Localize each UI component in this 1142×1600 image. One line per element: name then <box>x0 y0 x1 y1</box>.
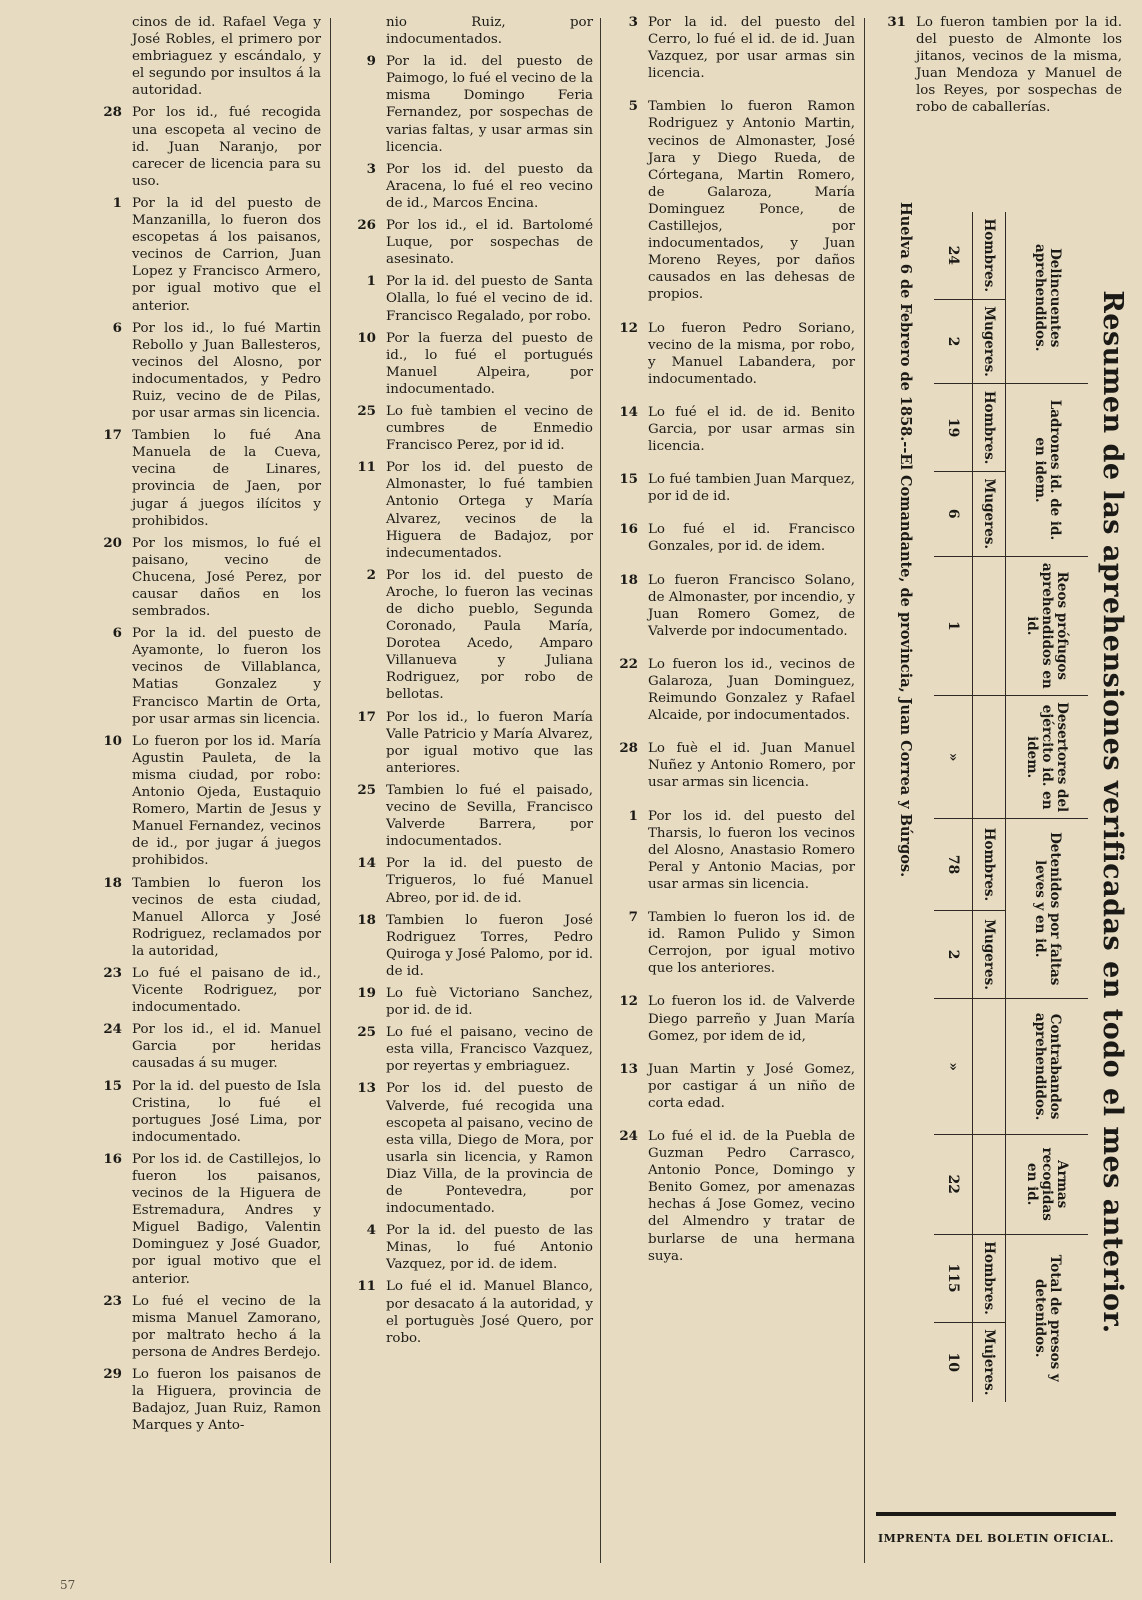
report-entry <box>350 1080 593 1217</box>
summary-title: Resumen de las aprehensiones verificadas en todo el mes anterior. <box>1097 290 1128 1334</box>
entry-text: Por la id. del puesto de Isla Cristina, lo fué el portugues José Lima, por indocumentado. <box>132 1078 321 1145</box>
summary-signature: Huelva 6 de Febrero de 1858.--El Comandante, de provincia, Juan Correa y Búrgos. <box>897 202 914 878</box>
entry-text: Por la id. del puesto de Santa Olalla, lo fué el vecino de id. Francisco Regalado, por robo. <box>386 274 593 324</box>
entry-text: Lo fué el paisano de id., Vicente Rodriguez, por indocumentado. <box>132 965 321 1016</box>
summary-table <box>934 212 1088 1402</box>
summary-value: 2 <box>934 299 973 384</box>
summary-sub-header <box>973 696 1006 819</box>
entry-day: 17 <box>103 427 122 444</box>
entry-text: Lo fué tambien Juan Marquez, por id de id. <box>648 472 855 505</box>
continued-entry: cinos de id. Rafael Vega y José Robles, el primero por embriaguez y escándalo, y el segundo por insultos á la autoridad. <box>132 15 321 99</box>
entry-day: 22 <box>619 655 638 672</box>
entry-text: Lo fué el id. Manuel Blanco, por desacato á la autoridad, y el portuguès José Quero, por robo. <box>386 1279 593 1346</box>
summary-value: 78 <box>934 819 973 911</box>
summary-value-row <box>934 212 973 1402</box>
summary-value: 10 <box>934 1322 973 1402</box>
summary-value: 19 <box>934 384 973 472</box>
entry-day: 1 <box>112 194 122 211</box>
summary-sub-header: Mugeres. <box>973 471 1006 556</box>
summary-sub-header: Mugeres. <box>973 910 1006 999</box>
printer-imprint: IMPRENTA DEL BOLETIN OFICIAL. <box>877 1532 1115 1545</box>
entry-text: Por la id. del puesto de Ayamonte, lo fueron los vecinos de Villablanca, Matias Gonzalez y Francisco Martin de Orta, por usar armas sin licencia. <box>132 626 321 727</box>
entry-text: Lo fué el vecino de la misma Manuel Zamorano, por maltrato hecho á la persona de Andres Berdejo. <box>132 1293 321 1360</box>
report-entry <box>610 1128 855 1265</box>
entry-day: 4 <box>366 1222 376 1239</box>
report-entry <box>610 320 855 388</box>
entry-day: 25 <box>357 1024 376 1041</box>
report-entry <box>350 1024 593 1075</box>
entry-day: 7 <box>628 909 638 926</box>
entry-day: 18 <box>103 874 122 891</box>
entry-day: 6 <box>112 625 122 642</box>
summary-sub-header: Hombres. <box>973 819 1006 911</box>
entry-day: 25 <box>357 402 376 419</box>
entry-text: Tambien lo fueron los id. de id. Ramon Pulido y Simon Cerrojon, por igual motivo que los anteriores. <box>648 910 855 977</box>
column-rule <box>864 18 865 1563</box>
entry-day: 23 <box>103 964 122 981</box>
report-entry <box>96 104 321 189</box>
report-entry <box>610 993 855 1044</box>
entry-day: 3 <box>366 160 376 177</box>
entry-day: 13 <box>357 1080 376 1097</box>
entry-day: 23 <box>103 1292 122 1309</box>
entry-day: 19 <box>357 984 376 1001</box>
report-entry <box>96 625 321 728</box>
report-entry <box>96 1078 321 1146</box>
summary-group-header: Ladrones id. de id. en idem. <box>1006 384 1089 556</box>
entry-text: Tambien lo fueron los vecinos de esta ciudad, Manuel Allorca y José Rodriguez, reclamados por la autoridad, <box>132 875 321 959</box>
entry-day: 28 <box>103 104 122 121</box>
summary-sub-header: Hombres. <box>973 384 1006 472</box>
entry-text: Lo fueron los id., vecinos de Galaroza, Juan Dominguez, Reimundo Gonzalez y Rafael Alcaide, por indocumentados. <box>648 656 855 724</box>
entry-text: Lo fuè Victoriano Sanchez, por id. de id. <box>386 985 593 1019</box>
report-entry <box>350 403 593 454</box>
entry-day: 20 <box>103 534 122 551</box>
entry-day: 18 <box>619 571 638 588</box>
column-4 <box>872 14 1122 122</box>
entry-text: Por los id., el id. Manuel Garcia por heridas causadas á su muger. <box>132 1022 321 1072</box>
report-entry <box>610 740 855 791</box>
entry-text: Por la fuerza del puesto de id., lo fué el portugués Manuel Alpeira, por indocumentado. <box>386 330 593 397</box>
entry-day: 14 <box>619 403 638 420</box>
entry-day: 12 <box>619 319 638 336</box>
entry-day: 5 <box>628 98 638 115</box>
summary-value: 24 <box>934 212 973 299</box>
report-entry <box>872 14 1122 117</box>
entry-text: Lo fué el paisano, vecino de esta villa, Francisco Vazquez, por reyertas y embriaguez. <box>386 1025 593 1075</box>
report-entry <box>350 273 593 324</box>
report-entry <box>96 1021 321 1072</box>
entry-day: 10 <box>357 329 376 346</box>
entry-day: 17 <box>357 708 376 725</box>
entry-day: 11 <box>357 459 376 476</box>
footer-rule <box>876 1512 1116 1516</box>
report-entry <box>350 1222 593 1273</box>
report-entry <box>350 709 593 777</box>
entry-text: Por la id. del puesto del Cerro, lo fué el id. de id. Juan Vazquez, por usar armas sin licencia. <box>648 15 855 82</box>
entry-text: Por los id. del puesto del Tharsis, lo fueron los vecinos del Alosno, Anastasio Romero Peral y Antonio Macias, por usar armas sin licencia. <box>648 808 855 892</box>
entry-text: Lo fueron los id. de Valverde Diego parreño y Juan María Gomez, por idem de id, <box>648 994 855 1044</box>
entry-day: 16 <box>103 1150 122 1167</box>
page-mark: 57 <box>60 1578 76 1592</box>
entry-day: 15 <box>103 1077 122 1094</box>
summary-group-row <box>1006 212 1089 1402</box>
report-entry <box>350 161 593 212</box>
entry-day: 24 <box>619 1127 638 1144</box>
report-entry <box>350 53 593 156</box>
report-entry <box>610 909 855 977</box>
entry-day: 10 <box>103 732 122 749</box>
entry-day: 1 <box>366 273 376 290</box>
report-entry <box>96 1366 321 1434</box>
report-entry <box>96 875 321 960</box>
entry-text: Por los id. del puesto de Almonaster, lo fué tambien Antonio Ortega y María Alvarez, vecinos de la Higuera de Badajoz, por indecumentados. <box>386 460 593 561</box>
report-entry <box>610 521 855 555</box>
column-2 <box>350 14 593 1352</box>
entry-text: Lo fueron Pedro Soriano, vecino de la misma, por robo, y Manuel Labandera, por indocumentado. <box>648 320 855 387</box>
report-entry <box>350 1278 593 1346</box>
summary-group-header: Detenidos por faltas leves y en id. <box>1006 819 1089 999</box>
entry-text: Por los id. del puesto da Aracena, lo fué el reo vecino de id., Marcos Encina. <box>386 161 593 211</box>
summary-rotated <box>870 192 1136 1432</box>
report-entry <box>96 320 321 423</box>
report-entry <box>96 427 321 530</box>
column-1 <box>96 14 321 1439</box>
report-entry <box>350 567 593 704</box>
report-entry <box>350 782 593 850</box>
entry-text: Lo fueron Francisco Solano, de Almonaster, por incendio, y Juan Romero Gomez, de Valverde por indocumentado. <box>648 572 855 639</box>
entry-day: 2 <box>366 566 376 583</box>
entry-text: Lo fueron tambien por la id. del puesto de Almonte los jitanos, vecinos de la misma, Juan Mendoza y Manuel de los Reyes, por sospechas de robo de caballerías. <box>916 15 1122 116</box>
entry-text: Por la id. del puesto de las Minas, lo fué Antonio Vazquez, por id. de idem. <box>386 1223 593 1273</box>
summary-sub-header: Mujeres. <box>973 1322 1006 1402</box>
entry-text: Juan Martin y José Gomez, por castigar á un niño de corta edad. <box>648 1061 855 1111</box>
report-entry <box>350 912 593 980</box>
entry-day: 11 <box>357 1278 376 1295</box>
summary-value: 115 <box>934 1234 973 1322</box>
entry-day: 9 <box>366 53 376 70</box>
summary-sub-header: Hombres. <box>973 212 1006 299</box>
report-entry <box>350 985 593 1019</box>
entry-day: 29 <box>103 1366 122 1383</box>
report-entry <box>610 572 855 640</box>
report-entry <box>350 217 593 268</box>
column-rule <box>330 18 331 1563</box>
entry-day: 3 <box>628 14 638 30</box>
entry-text: Por la id. del puesto de Paimogo, lo fué el vecino de la misma Domingo Feria Fernandez, por sospechas de varias faltas, y usar armas sin licencia. <box>386 54 593 155</box>
entry-text: Lo fueron los paisanos de la Higuera, provincia de Badajoz, Juan Ruiz, Ramon Marques y Anto- <box>132 1367 321 1434</box>
entry-text: Lo fué el id. de id. Benito Garcia, por usar armas sin licencia. <box>648 404 855 455</box>
entry-text: Lo fué el id. Francisco Gonzales, por id. de idem. <box>648 522 855 555</box>
entry-text: Tambien lo fueron Ramon Rodriguez y Antonio Martin, vecinos de Almonaster, José Jara y Diego Rueda, de Córtegana, Martin Romero, de Galaroza, María Dominguez Ponce, de Castillejos, por indocumentados, y Juan Moreno Reyes, por daños causados en las dehesas de propios. <box>648 99 855 303</box>
entry-day: 25 <box>357 781 376 798</box>
report-entry <box>96 1293 321 1361</box>
entry-day: 31 <box>887 14 906 30</box>
entry-text: Lo fuè el id. Juan Manuel Nuñez y Antonio Romero, por usar armas sin licencia. <box>648 741 855 791</box>
report-entry <box>610 98 855 303</box>
report-entry <box>350 459 593 562</box>
report-entry <box>610 656 855 724</box>
entry-text: Por los id., fué recogida una escopeta al vecino de id. Juan Naranjo, por carecer de licencia para su uso. <box>132 105 321 189</box>
report-entry <box>610 471 855 505</box>
summary-sub-header: Mugeres. <box>973 299 1006 384</box>
entry-text: Tambien lo fué el paisado, vecino de Sevilla, Francisco Valverde Barrera, por indocumentados. <box>386 782 593 850</box>
entry-text: Por la id del puesto de Manzanilla, lo fueron dos escopetas á los paisanos, vecinos de Carrion, Juan Lopez y Francisco Armero, por igual motivo que el anterior. <box>132 195 321 314</box>
summary-value: » <box>934 999 973 1135</box>
report-entry <box>96 965 321 1016</box>
report-entry <box>610 808 855 893</box>
entry-day: 18 <box>357 911 376 928</box>
entry-text: Por los id., lo fué Martin Rebollo y Juan Ballesteros, vecinos del Alosno, por indocumentados, y Pedro Ruiz, vecino de de Pilas, por usar armas sin licencia. <box>132 320 321 422</box>
summary-sub-header <box>973 1134 1006 1234</box>
summary-value: 1 <box>934 556 973 696</box>
entry-text: Lo fuè tambien el vecino de cumbres de Enmedio Francisco Perez, por id id. <box>386 403 593 454</box>
entry-day: 12 <box>619 993 638 1010</box>
report-entry <box>350 855 593 906</box>
entry-text: Por los id. de Castillejos, lo fueron los paisanos, vecinos de la Higuera de Estremadura, Andres y Miguel Badigo, Valentin Dominguez y José Guador, por igual motivo que el anterior. <box>132 1151 321 1287</box>
column-rule <box>600 18 601 1563</box>
summary-sub-header: Hombres. <box>973 1234 1006 1322</box>
entry-day: 28 <box>619 740 638 757</box>
report-entry <box>610 14 855 82</box>
summary-block <box>870 192 1136 1432</box>
entry-day: 13 <box>619 1060 638 1077</box>
entry-text: Por los mismos, lo fué el paisano, vecino de Chucena, José Perez, por causar daños en los sembrados. <box>132 535 321 620</box>
continued-entry: nio Ruiz, por indocumentados. <box>386 15 593 48</box>
entry-day: 24 <box>103 1021 122 1038</box>
report-entry <box>350 330 593 398</box>
entry-text: Por los id. del puesto de Valverde, fué recogida una escopeta al paisano, vecino de esta villa, Diego de Mora, por usarla sin licencia, y Ramon Diaz Villa, de la provincia de de Pontevedra, por indocumentado. <box>386 1081 593 1217</box>
entry-text: Lo fueron por los id. María Agustin Pauleta, de la misma ciudad, por robo: Antonio Ojeda, Eustaquio Romero, Martin de Jesus y Manuel Fernandez, vecinos de id., por jugar á juegos prohibidos. <box>132 733 321 869</box>
entry-day: 1 <box>628 807 638 824</box>
entry-day: 15 <box>619 471 638 488</box>
entry-text: Tambien lo fueron José Rodriguez Torres, Pedro Quiroga y José Palomo, por id. de id. <box>386 912 593 979</box>
summary-value: 6 <box>934 471 973 556</box>
report-entry <box>610 404 855 455</box>
summary-sub-header <box>973 999 1006 1135</box>
entry-text: Tambien lo fué Ana Manuela de la Cueva, vecina de Linares, provincia de Jaen, por jugar á juegos ilícitos y prohibidos. <box>132 428 321 529</box>
report-entry <box>96 1151 321 1288</box>
column-3 <box>610 14 855 1281</box>
summary-group-header: Total de presos y detenidos. <box>1006 1234 1089 1402</box>
summary-value: 2 <box>934 910 973 999</box>
report-entry <box>96 195 321 315</box>
summary-group-header: Armas recogidas en id. <box>1006 1134 1089 1234</box>
summary-value: » <box>934 696 973 819</box>
entry-text: Por los id. del puesto de Aroche, lo fueron las vecinas de dicho pueblo, Segunda Coronado, Paula María, Dorotea Acedo, Amparo Villanueva y Juliana Rodriguez, por robo de bellotas. <box>386 567 593 703</box>
entry-day: 6 <box>112 319 122 336</box>
summary-value: 22 <box>934 1134 973 1234</box>
report-entry <box>96 535 321 620</box>
entry-day: 26 <box>357 217 376 234</box>
summary-group-header: Desertores del ejército id. en idem. <box>1006 696 1089 819</box>
summary-sub-row <box>973 212 1006 1402</box>
entry-text: Lo fué el id. de la Puebla de Guzman Pedro Carrasco, Antonio Ponce, Domingo y Benito Gomez, por amenazas hechas á Jose Gomez, vecino del Almendro y tratar de burlarse de una hermana suya. <box>648 1128 855 1264</box>
report-entry <box>96 733 321 870</box>
entry-day: 14 <box>357 855 376 872</box>
entry-text: Por la id. del puesto de Trigueros, lo fué Manuel Abreo, por id. de id. <box>386 856 593 906</box>
entry-text: Por los id., el id. Bartolomé Luque, por sospechas de asesinato. <box>386 218 593 268</box>
summary-group-header: Delincuentes aprehendidos. <box>1032 243 1063 352</box>
report-entry <box>610 1061 855 1112</box>
summary-group-header: Contrabandos aprehendidos. <box>1006 999 1089 1135</box>
entry-day: 16 <box>619 521 638 538</box>
summary-group-header: Reos prófugos aprehendidos en id. <box>1006 556 1089 696</box>
entry-text: Por los id., lo fueron María Valle Patricio y María Alvarez, por igual motivo que las anteriores. <box>386 709 593 776</box>
summary-sub-header <box>973 556 1006 696</box>
